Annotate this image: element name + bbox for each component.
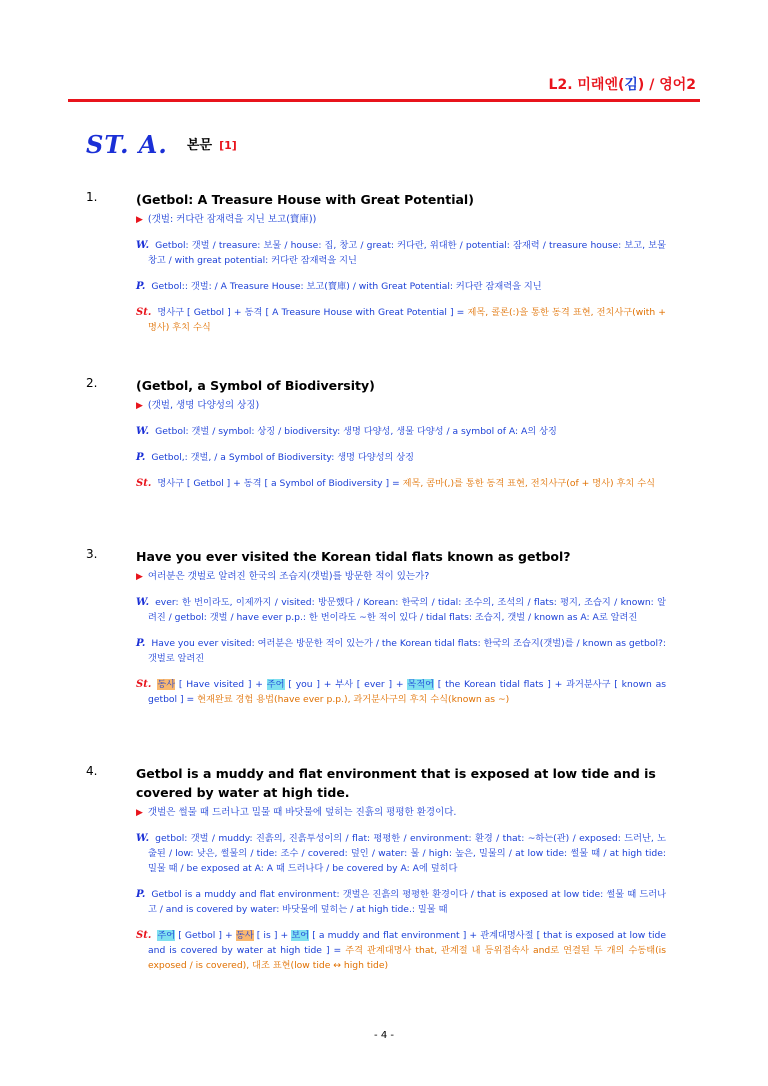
sentence-item-2: [86, 376, 666, 491]
section-tag: [1]: [219, 139, 237, 152]
structure-row: St. 명사구 [ Getbol ] + 동격 [ a Symbol of Biodiversity ] = 제목, 콤마(,)를 통한 동격 표현, 전치사구(of + 명사) 후치 수식: [136, 478, 655, 489]
korean-translation: ▶ (갯벌: 커다란 잠재력을 지닌 보고(寶庫)): [136, 214, 317, 225]
structure-row: St. 주어 [ Getbol ] + 동사 [ is ] + 보어 [ a muddy and flat environment ] + 관계대명사절 [ that is exposed at low tide and is covered by water at high tide ] = 주격 관계대명사 that, 관계절 내 등위접속사 and로 연결된 두 개의 수동태(is exposed / is covered), 대조 표현(low tide ↔ high tide): [136, 930, 666, 971]
p-label: P.: [136, 281, 146, 292]
word-notes: Getbol: 갯벌 / symbol: 상징 / biodiversity: 생명 다양성, 생물 다양성 / a symbol of A: A의 상징: [155, 426, 557, 437]
phrase-row: [136, 279, 666, 294]
phrase-row: [136, 450, 666, 465]
header-subject: 영어2: [659, 77, 696, 93]
structure-explanation: 현재완료 경험 용법(: [197, 694, 278, 705]
phrase-notes: Getbol:: 갯벌: / A Treasure House: 보고(寶庫) / with Great Potential: 커다란 잠재력을 지닌: [151, 281, 542, 292]
korean-translation: ▶ 여러분은 갯벌로 알려진 한국의 조습지(갯벌)를 방문한 적이 있는가?: [136, 571, 430, 582]
triangle-bullet-icon: ▶: [136, 401, 143, 411]
phrase-notes: Getbol,: 갯벌, / a Symbol of Biodiversity: 생명 다양성의 상징: [151, 452, 415, 463]
structure-explanation: 제목, 콜론(:)을 통한 동격 표현, 전치사구(: [467, 307, 636, 318]
english-sentence: Getbol is a muddy and flat environment that is exposed at low tide and is covered by water at high tide.: [136, 766, 656, 800]
sentence-item-3: [86, 547, 666, 707]
sentence-item-1: [86, 190, 666, 335]
item-number: 3.: [86, 547, 98, 561]
p-label: P.: [136, 889, 146, 900]
page-number: - 4 -: [374, 1030, 394, 1041]
w-label: W.: [136, 597, 150, 608]
w-label: W.: [136, 833, 150, 844]
section-title: 본문: [186, 138, 213, 153]
word-notes: getbol: 갯벌 / muddy: 진흙의, 진흙투성이의 / flat: 평평한 / environment: 환경 / that: ~하는(관) / exposed: 드러난, 노출된 / low: 낮은, 썰물의 / tide: 조수 / covered: 덮인 / water: 물 / high: 높은, 밀물의 / at low tide: 썰물 때 / at high tide: 밀물 때 / be exposed at A: A 때 드러나다 / be covered by A: A에 덮히다: [148, 833, 666, 874]
triangle-bullet-icon: ▶: [136, 808, 143, 818]
st-label: St.: [136, 679, 152, 690]
page-header-title: L2. 미래엔(김) / 영어2: [548, 77, 696, 93]
w-label: W.: [136, 426, 150, 437]
word-notes: ever: 한 번이라도, 이제까지 / visited: 방문했다 / Korean: 한국의 / tidal: 조수의, 조석의 / flats: 평지, 조습지 / known: 알려진 / getbol: 갯벌 / have ever p.p.: 한 번이라도 ~한 적이 있다 / tidal flats: 조습지, 갯벌 / known as A: A로 알려진: [148, 597, 666, 623]
header-school: 미래엔: [577, 77, 618, 93]
structure-formula: 명사구 [ Getbol ] + 동격 [ A Treasure House with Great Potential ] =: [157, 307, 468, 318]
structure-row: St. 동사 [ Have visited ] + 주어 [ you ] + 부사 [ ever ] + 목적어 [ the Korean tidal flats ] + 과거분사구 [ known as getbol ] = 현재완료 경험 용법(have ever p.p.), 과거분사구의 후치 수식(known as ~): [136, 679, 666, 705]
section-mark: ST. A.: [86, 130, 168, 159]
role-tag-subject: 주어: [157, 930, 176, 941]
header-rule: [68, 99, 700, 102]
sentence-item-4: [86, 764, 666, 973]
item-number: 1.: [86, 190, 98, 204]
role-tag-subject: 주어: [266, 679, 285, 690]
english-sentence: Have you ever visited the Korean tidal flats known as getbol?: [136, 549, 571, 564]
word-row: [136, 595, 666, 625]
section-heading: [86, 130, 237, 159]
english-sentence: (Getbol, a Symbol of Biodiversity): [136, 378, 375, 393]
header-author: 김: [624, 77, 638, 93]
role-tag-object: 목적어: [407, 679, 434, 690]
role-tag-verb: 동사: [235, 930, 254, 941]
phrase-notes: Have you ever visited: 여러분은 방문한 적이 있는가 / the Korean tidal flats: 한국의 조습지(갯벌)를 / known as getbol?: 갯벌로 알려진: [148, 638, 666, 664]
item-number: 2.: [86, 376, 98, 390]
triangle-bullet-icon: ▶: [136, 572, 143, 582]
structure-formula: 명사구 [ Getbol ] + 동격 [ a Symbol of Biodiversity ] =: [157, 478, 403, 489]
phrase-row: [136, 636, 666, 666]
triangle-bullet-icon: ▶: [136, 215, 143, 225]
st-label: St.: [136, 307, 152, 318]
english-sentence: (Getbol: A Treasure House with Great Potential): [136, 192, 474, 207]
item-number: 4.: [86, 764, 98, 778]
structure-explanation: 제목, 콤마(,)를 통한 동격 표현, 전치사구(: [402, 478, 570, 489]
word-row: [136, 831, 666, 876]
header-lesson: L2.: [548, 77, 573, 93]
structure-row: St. 명사구 [ Getbol ] + 동격 [ A Treasure House with Great Potential ] = 제목, 콜론(:)을 통한 동격 표현, 전치사구(with + 명사) 후치 수식: [136, 307, 666, 333]
p-label: P.: [136, 452, 146, 463]
w-label: W.: [136, 240, 150, 251]
st-label: St.: [136, 478, 152, 489]
word-row: [136, 424, 666, 439]
word-row: [136, 238, 666, 268]
phrase-notes: Getbol is a muddy and flat environment: 갯벌은 진흙의 평평한 환경이다 / that is exposed at low tide: 썰물 때 드러나고 / and is covered by water: 바닷물에 덮히는 / at high tide.: 밀물 때: [148, 889, 666, 915]
p-label: P.: [136, 638, 146, 649]
korean-translation: ▶ 갯벌은 썰물 때 드러나고 밀물 때 바닷물에 덮히는 진흙의 평평한 환경이다.: [136, 807, 457, 818]
role-tag-complement: 보어: [291, 930, 310, 941]
phrase-row: [136, 887, 666, 917]
structure-explanation: 주격 관계대명사 that, 관계절 내 등위접속사 and로 연결된 두 개의 수동태(: [345, 945, 659, 956]
word-notes: Getbol: 갯벌 / treasure: 보물 / house: 집, 창고 / great: 커다란, 위대한 / potential: 잠재력 / treasure house: 보고, 보물창고 / with great potential: 커다란 잠재력을 지닌: [148, 240, 666, 266]
st-label: St.: [136, 930, 152, 941]
korean-translation: ▶ (갯벌, 생명 다양성의 상징): [136, 400, 260, 411]
role-tag-verb: 동사: [157, 679, 176, 690]
